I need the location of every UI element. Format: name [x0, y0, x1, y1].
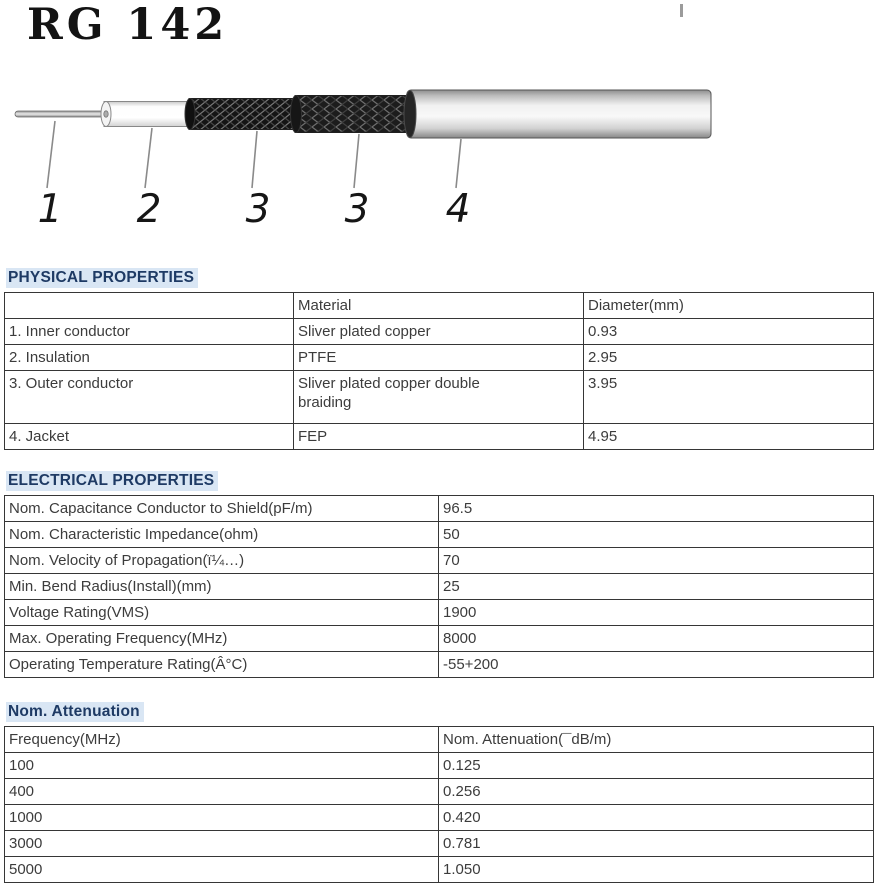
physical-row-label: 2. Insulation — [5, 345, 294, 371]
table-row — [5, 626, 874, 652]
leader-line-3 — [252, 131, 257, 188]
table-row — [5, 496, 874, 522]
conductor-cross-section — [104, 111, 108, 117]
leader-line-1 — [47, 121, 55, 188]
electrical-property-value: 8000 — [439, 626, 874, 652]
physical-header-diameter: Diameter(mm) — [584, 293, 874, 319]
physical-properties-heading: PHYSICAL PROPERTIES — [6, 269, 198, 287]
electrical-property-value: 25 — [439, 574, 874, 600]
table-row — [5, 548, 874, 574]
electrical-property-value: 1900 — [439, 600, 874, 626]
outer-conductor-braid1-graphic — [189, 99, 302, 130]
table-row — [5, 574, 874, 600]
jacket-graphic — [407, 90, 711, 138]
attenuation-frequency: 3000 — [5, 831, 439, 857]
table-row — [5, 831, 874, 857]
electrical-property-label: Nom. Characteristic Impedance(ohm) — [5, 522, 439, 548]
physical-diameter: 4.95 — [584, 424, 874, 450]
attenuation-value: 0.781 — [439, 831, 874, 857]
braid2-end-cap — [291, 96, 302, 133]
electrical-property-label: Voltage Rating(VMS) — [5, 600, 439, 626]
physical-diameter: 0.93 — [584, 319, 874, 345]
attenuation-value: 0.125 — [439, 753, 874, 779]
table-row — [5, 779, 874, 805]
electrical-property-label: Nom. Velocity of Propagation(ï¼…) — [5, 548, 439, 574]
physical-row-label: 1. Inner conductor — [5, 319, 294, 345]
attenuation-value: 1.050 — [439, 857, 874, 883]
table-row — [5, 753, 874, 779]
leader-line-2 — [145, 128, 152, 188]
attenuation-frequency: 5000 — [5, 857, 439, 883]
table-row — [5, 805, 874, 831]
electrical-property-value: 50 — [439, 522, 874, 548]
electrical-property-label: Operating Temperature Rating(Â°C) — [5, 652, 439, 678]
outer-conductor-braid2-graphic — [295, 96, 420, 133]
table-row — [5, 424, 874, 450]
physical-material — [294, 371, 584, 424]
physical-material: PTFE — [294, 345, 584, 371]
attenuation-header-frequency: Frequency(MHz) — [5, 727, 439, 753]
physical-diameter: 3.95 — [584, 371, 874, 424]
physical-diameter: 2.95 — [584, 345, 874, 371]
table-row — [5, 371, 874, 424]
electrical-property-value: 70 — [439, 548, 874, 574]
attenuation-frequency: 1000 — [5, 805, 439, 831]
electrical-property-label: Min. Bend Radius(Install)(mm) — [5, 574, 439, 600]
attenuation-value: 0.256 — [439, 779, 874, 805]
table-header-row — [5, 727, 874, 753]
physical-row-label: 3. Outer conductor — [5, 371, 294, 424]
physical-header-blank — [5, 293, 294, 319]
leader-line-5 — [456, 139, 461, 188]
leader-line-4 — [354, 134, 359, 188]
attenuation-frequency: 400 — [5, 779, 439, 805]
attenuation-header-value: Nom. Attenuation(¯dB/m) — [439, 727, 874, 753]
physical-header-material: Material — [294, 293, 584, 319]
electrical-property-label: Nom. Capacitance Conductor to Shield(pF/m) — [5, 496, 439, 522]
table-row — [5, 319, 874, 345]
callout-label-3: 3 — [245, 187, 271, 232]
cable-diagram — [0, 82, 730, 234]
table-row — [5, 652, 874, 678]
table-row — [5, 522, 874, 548]
nom-attenuation-heading: Nom. Attenuation — [6, 703, 144, 721]
attenuation-table — [4, 726, 874, 883]
callout-label-2: 2 — [136, 187, 162, 232]
stray-mark — [680, 4, 683, 17]
electrical-properties-heading: ELECTRICAL PROPERTIES — [6, 472, 218, 490]
table-header-row — [5, 293, 874, 319]
page-title: RG 142 — [27, 0, 229, 50]
attenuation-value: 0.420 — [439, 805, 874, 831]
physical-material-text: Sliver plated copper double braiding — [298, 375, 480, 411]
electrical-property-value: 96.5 — [439, 496, 874, 522]
table-row — [5, 345, 874, 371]
electrical-properties-table — [4, 495, 874, 678]
callout-label-1: 1 — [37, 187, 63, 232]
callout-label-4: 3 — [344, 187, 370, 232]
insulation-graphic — [104, 102, 196, 127]
electrical-property-label: Max. Operating Frequency(MHz) — [5, 626, 439, 652]
braid1-end-cap — [185, 99, 195, 130]
table-row — [5, 600, 874, 626]
physical-material: Sliver plated copper — [294, 319, 584, 345]
electrical-property-value: -55+200 — [439, 652, 874, 678]
table-row — [5, 857, 874, 883]
jacket-end-cap — [404, 91, 416, 138]
attenuation-frequency: 100 — [5, 753, 439, 779]
physical-row-label: 4. Jacket — [5, 424, 294, 450]
physical-properties-table — [4, 292, 874, 450]
physical-material: FEP — [294, 424, 584, 450]
callout-label-5: 4 — [445, 187, 471, 232]
